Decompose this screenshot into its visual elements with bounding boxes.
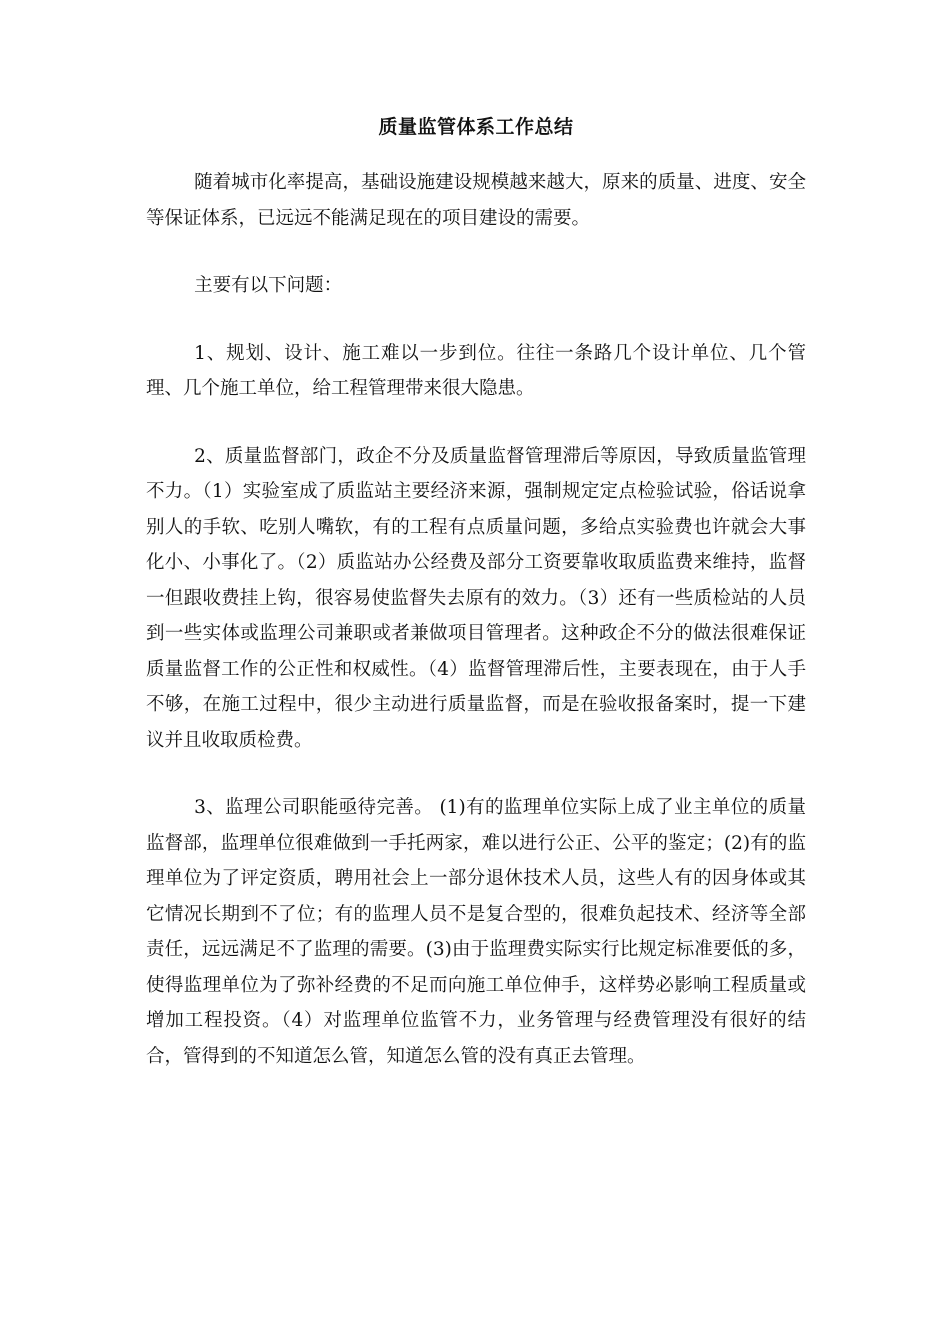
paragraph-item-3: 3、监理公司职能亟待完善。 (1)有的监理单位实际上成了业主单位的质量监督部，监理单位很难做到一手托两家，难以进行公正、公平的鉴定；(2)有的监理单位为了评定资质，聘用社会上一部分退休技术人员，这些人有的因身体或其它情况长期到不了位；有的监理人员不是复合型的，很难负起技术、经济等全部责任，远远满足不了监理的需要。(3)由于监理费实际实行比规定标准要低的多，使得监理单位为了弥补经费的不足而向施工单位伸手，这样势必影响工程质量或增加工程投资。（4）对监理单位监管不力，业务管理与经费管理没有很好的结合，管得到的不知道怎么管，知道怎么管的没有真正去管理。 — [146, 797, 806, 1067]
document-title: 质量监管体系工作总结 — [378, 116, 574, 138]
paragraph-intro: 随着城市化率提高，基础设施建设规模越来越大，原来的质量、进度、安全等保证体系，已远远不能满足现在的项目建设的需要。 — [146, 172, 806, 229]
paragraph-item-1: 1、规划、设计、施工难以一步到位。往往一条路几个设计单位、几个管理、几个施工单位，给工程管理带来很大隐患。 — [146, 342, 806, 399]
document-page — [146, 112, 806, 1106]
paragraph-item-2: 2、质量监督部门，政企不分及质量监督管理滞后等原因，导致质量监管理不力。（1）实验室成了质监站主要经济来源，强制规定定点检验试验，俗话说拿别人的手软、吃别人嘴软，有的工程有点质量问题，多给点实验费也许就会大事化小、小事化了。（2）质监站办公经费及部分工资要靠收取质监费来维持，监督一但跟收费挂上钩，很容易使监督失去原有的效力。（3）还有一些质检站的人员到一些实体或监理公司兼职或者兼做项目管理者。这种政企不分的做法很难保证质量监督工作的公正性和权威性。（4）监督管理滞后性，主要表现在，由于人手不够，在施工过程中，很少主动进行质量监督，而是在验收报备案时，提一下建议并且收取质检费。 — [146, 445, 806, 751]
paragraph-problems-heading: 主要有以下问题： — [194, 275, 343, 296]
